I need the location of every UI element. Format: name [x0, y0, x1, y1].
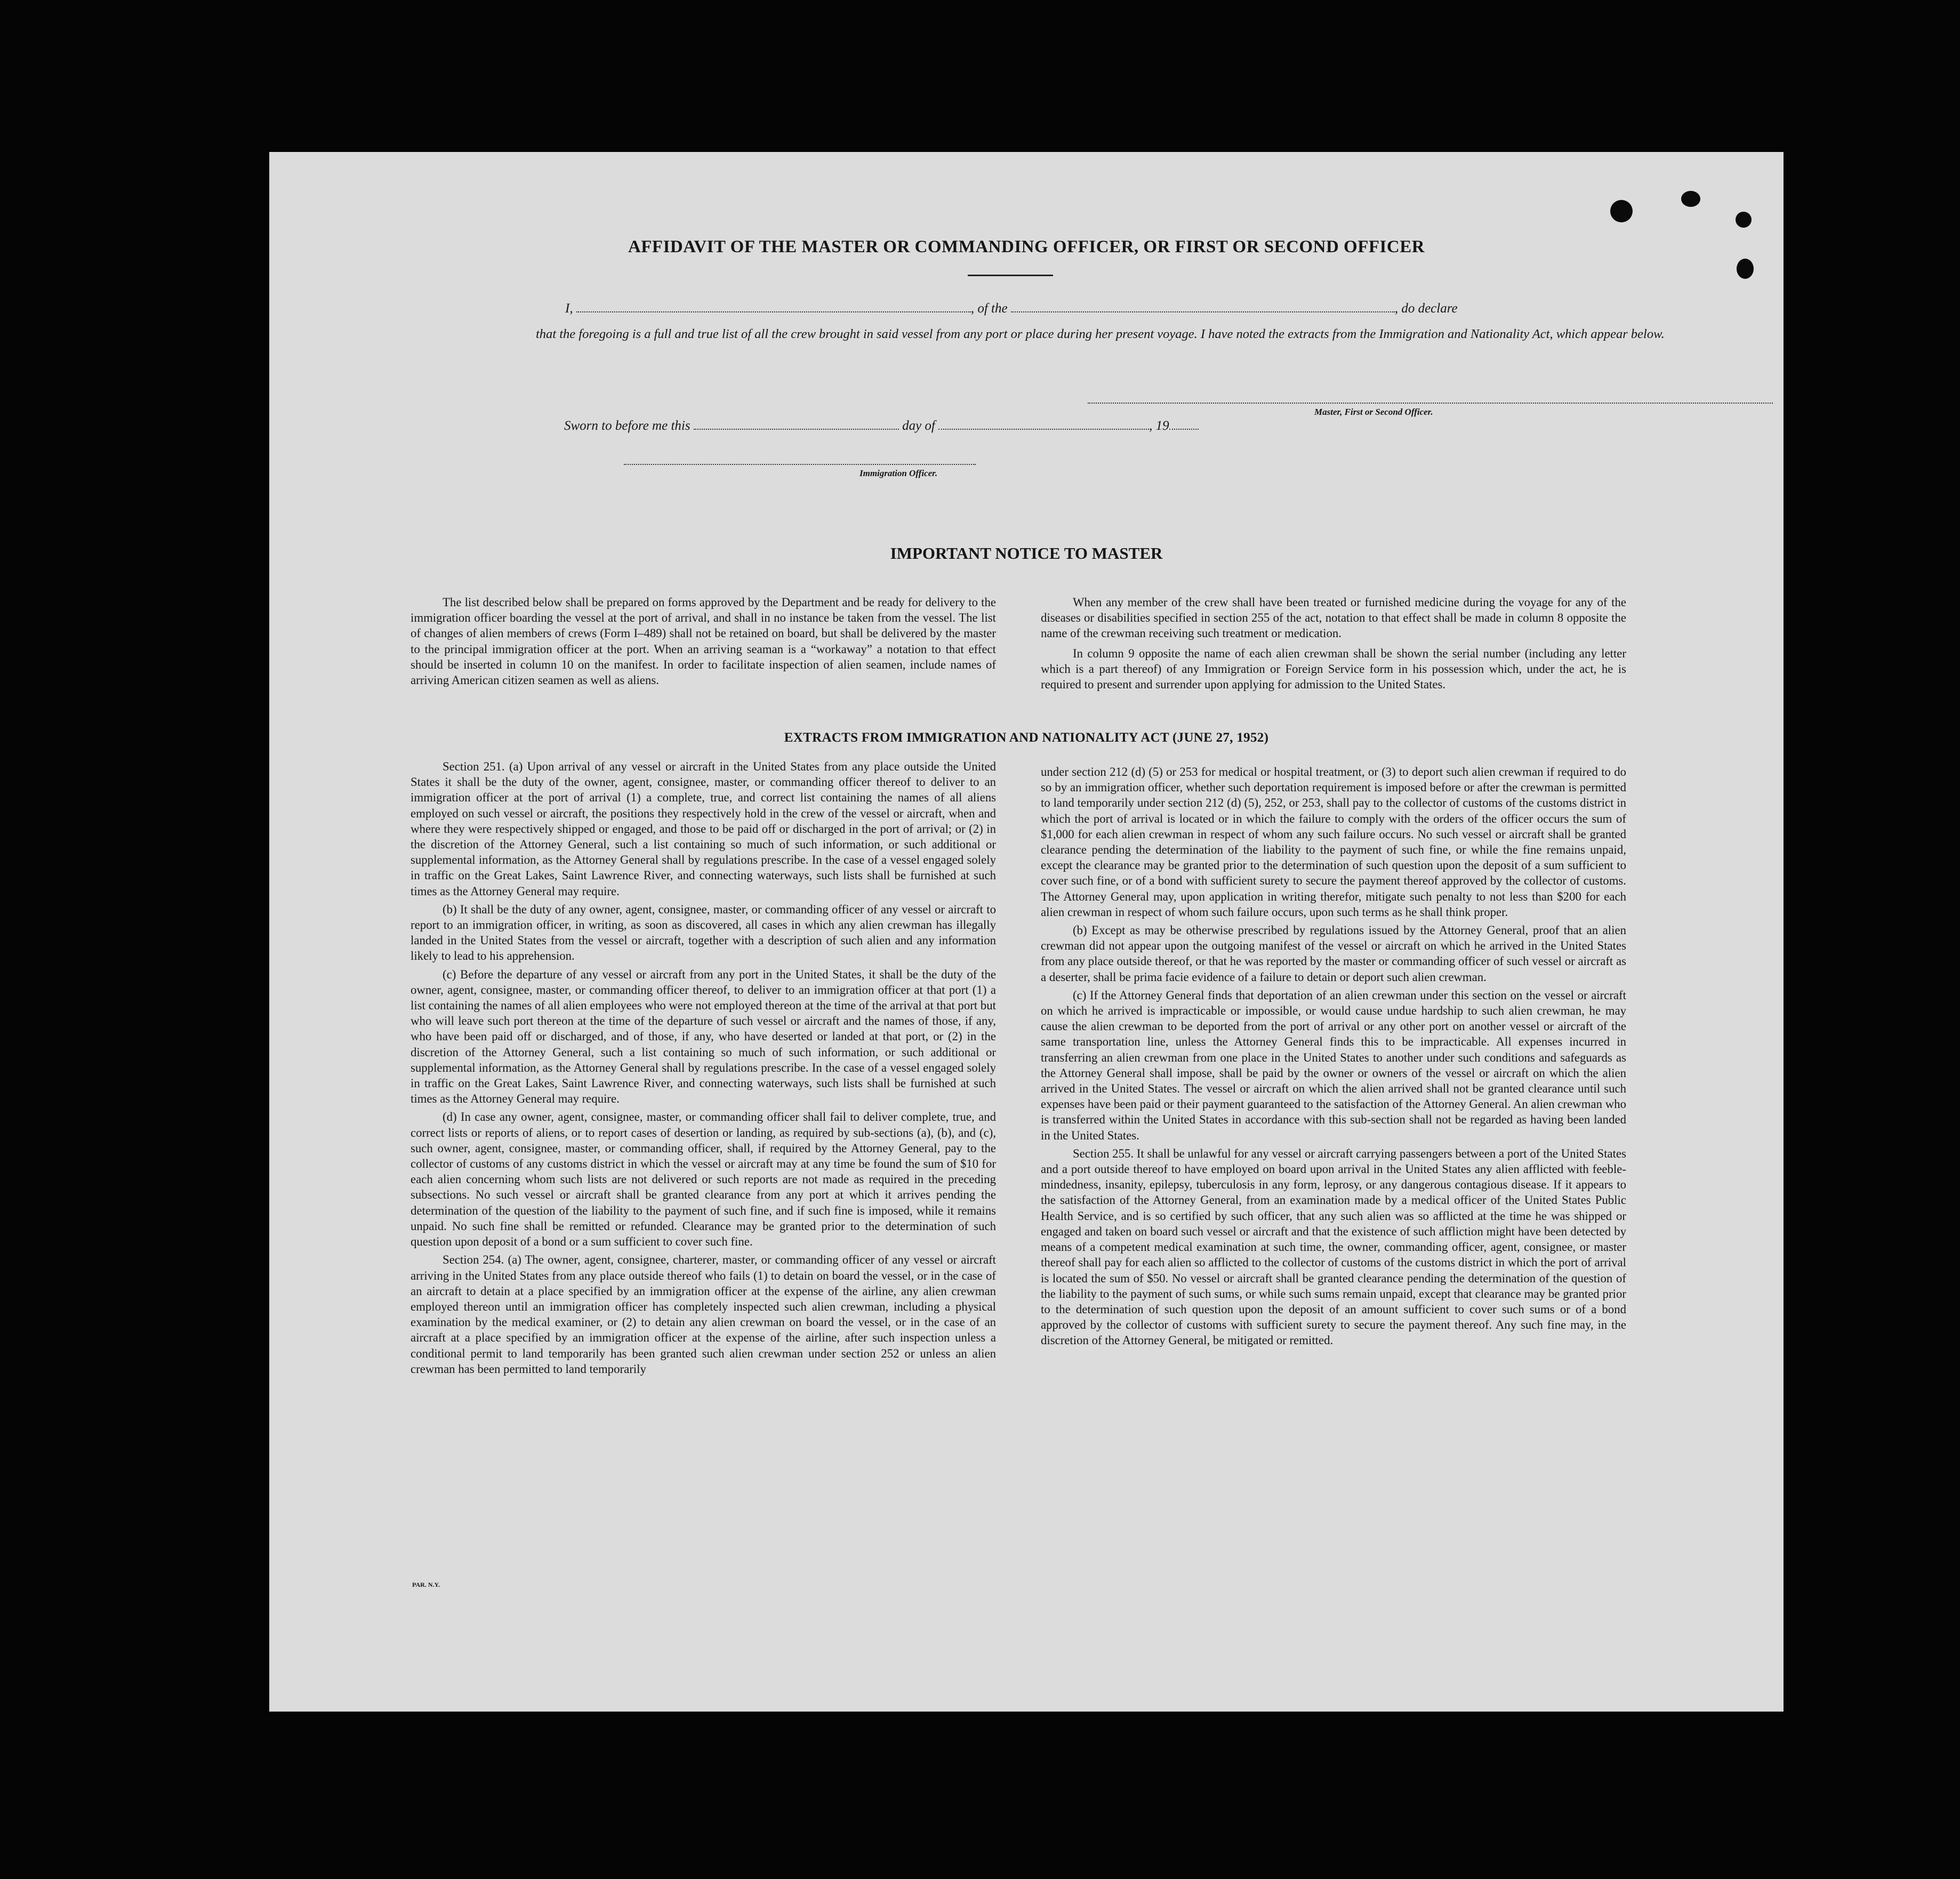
sworn-day-of: day of	[902, 419, 935, 433]
name-blank	[576, 311, 971, 312]
notice-title: IMPORTANT NOTICE TO MASTER	[890, 544, 1163, 563]
declaration-of-the: , of the	[970, 301, 1008, 316]
extracts-left-column	[411, 759, 996, 1379]
declaration-i-prefix: I,	[565, 301, 573, 316]
sworn-day-blank	[694, 428, 899, 430]
declaration-line	[565, 301, 1458, 316]
notice-left-column	[411, 595, 996, 690]
sworn-prefix: Sworn to before me this	[564, 419, 690, 433]
extract-paragraph: Section 251. (a) Upon arrival of any vessel or aircraft in the United States from any place outside the United States it shall be the duty of the owner, agent, consignee, master, or commanding officer thereof to deliver to an immigration officer at the port of arrival (1) a complete, true, and correct list containing the names of all aliens employed on such vessel or aircraft, the positions they respectively hold in the crew of the vessel or aircraft, when and where they were respectively shipped or engaged, and those to be paid off or discharged in the port of arrival; or (2) in the discretion of the Attorney General, such a list containing so much of such information, or such additional or supplemental information, as the Attorney General shall by regulations prescribe. In the case of a vessel engaged solely in traffic on the Great Lakes, Saint Lawrence River, and connecting waterways, such lists shall be furnished at such times as the Attorney General may require.	[411, 760, 996, 898]
notice-right-column	[1041, 595, 1626, 695]
vessel-blank	[1011, 311, 1395, 312]
sworn-year-blank	[1169, 428, 1199, 430]
extract-paragraph: (b) It shall be the duty of any owner, agent, consignee, master, or commanding officer of any vessel or aircraft to report to an immigration officer, in writing, as soon as discovered, all cases in which any alien crewman has illegally landed in the United States from the vessel or aircraft, together with a description of such alien and any information likely to lead to his apprehension.	[411, 902, 996, 963]
extract-paragraph: Section 255. It shall be unlawful for any vessel or aircraft carrying passengers between a port of the United States and a port outside thereof to have employed on board upon arrival in the United States any alien afflicted with feeble-mindedness, insanity, epilepsy, tuberculosis in any form, leprosy, or any dangerous contagious disease. If it appears to the satisfaction of the Attorney General, from an examination made by a medical officer of the United States Public Health Service, and is so certified by such officer, that any such alien was so afflicted at the time he was shipped or engaged and taken on board such vessel or aircraft and that the existence of such affliction might have been detected by means of a competent medical examination at such time, the owner, commanding officer, agent, consignee, or master thereof shall pay for each alien so afflicted to the collector of customs of the customs district in which the port of arrival is located the sum of $50. No vessel or aircraft shall be granted clearance pending the determination of the question of the liability to the payment of such sums, or while such sums remain unpaid, except that clearance may be granted prior to the determination of such question upon the deposit of an amount sufficient to cover such sums or of a bond approved by the collector of customs with sufficient surety to secure the payment thereof. Any such fine may, in the discretion of the Attorney General, be mitigated or remitted.	[1041, 1146, 1626, 1347]
title-divider	[968, 275, 1053, 276]
master-signature-label: Master, First or Second Officer.	[1314, 407, 1433, 417]
notice-paragraph: When any member of the crew shall have been treated or furnished medicine during the voyage for any of the diseases or disabilities specified in section 255 of the act, notation to that effect shall be made in column 8 opposite the name of the crewman receiving such treatment or medication.	[1041, 596, 1626, 640]
declaration-statement: that the foregoing is a full and true list of all the crew brought in said vessel from any port or place during her present voyage. I have noted the extracts from the Immigration and Nationality Act, which appear below.	[536, 327, 1665, 341]
notice-paragraph: The list described below shall be prepared on forms approved by the Department and be ready for delivery to the immigration officer boarding the vessel at the port of arrival, and shall in no instance be taken from the vessel. The list of changes of alien members of crews (Form I–489) shall not be retained on board, but shall be delivered by the master to the principal immigration officer at the port. When an arriving seaman is a “workaway” a notation to that effect should be inserted in column 10 on the manifest. In order to facilitate inspection of alien seamen, include names of arriving American citizen seamen as well as aliens.	[411, 596, 996, 687]
punch-hole	[1681, 191, 1700, 207]
extracts-title: EXTRACTS FROM IMMIGRATION AND NATIONALITY ACT (JUNE 27, 1952)	[784, 730, 1269, 745]
extract-paragraph: (d) In case any owner, agent, consignee, master, or commanding officer shall fail to deliver complete, true, and correct lists or reports of aliens, or to report cases of desertion or landing, as required by sub-sections (a), (b), and (c), such owner, agent, consignee, master, or commanding officer, shall, if required by the Attorney General, pay to the collector of customs of any customs district in which the vessel or aircraft may at any time be found the sum of $10 for each alien concerning whom such lists are not delivered or such reports are not made as required in the preceding subsections. No such vessel or aircraft shall be granted clearance from any port at which it arrives pending the determination of the question of the liability to the payment of such fine, and if such fine is imposed, while it remains unpaid. No such fine shall be remitted or refunded. Clearance may be granted prior to the determination of such question upon deposit of a bond or a sum sufficient to cover such fine.	[411, 1110, 996, 1249]
punch-hole	[1736, 212, 1752, 228]
punch-hole	[1610, 200, 1633, 222]
extract-paragraph: (b) Except as may be otherwise prescribed by regulations issued by the Attorney General, proof that an alien crewman did not appear upon the outgoing manifest of the vessel or aircraft on which he arrived in the United States from any place outside thereof, or that he was reported by the master or commanding officer of such vessel or aircraft as a deserter, shall be prima facie evidence of a failure to detain or deport such alien crewman.	[1041, 924, 1626, 984]
immigration-officer-signature-line	[624, 464, 976, 465]
immigration-officer-label: Immigration Officer.	[859, 468, 938, 478]
punch-hole	[1737, 259, 1754, 279]
notice-paragraph: In column 9 opposite the name of each alien crewman shall be shown the serial number (including any letter which is a part thereof) of any Immigration or Foreign Service form in his possession which, under the act, he is required to present and surrender upon applying for admission to the United States.	[1041, 646, 1626, 692]
affidavit-title: AFFIDAVIT OF THE MASTER OR COMMANDING OFFICER, OR FIRST OR SECOND OFFICER	[628, 237, 1425, 256]
extract-paragraph: (c) Before the departure of any vessel or aircraft from any port in the United States, it shall be the duty of the owner, agent, consignee, master, or commanding officer thereof, to deliver to an immigration officer at that port (1) a list containing the names of all alien employees who were not employed thereon at the time of the arrival at that port but who will leave such port thereon at the time of the departure of such vessel or aircraft and the names of those, if any, who have been paid off or discharged, and of those, if any, who have deserted or landed at that port, or (2) in the discretion of the Attorney General, such a list containing so much of such information, or such additional or supplemental information, as the Attorney General shall by regulations prescribe. In the case of a vessel engaged solely in traffic on the Great Lakes, Saint Lawrence River, and connecting waterways, such lists shall be furnished at such times as the Attorney General may require.	[411, 967, 996, 1106]
extract-paragraph: (c) If the Attorney General finds that deportation of an alien crewman under this section on the vessel or aircraft on which he arrived is impracticable or impossible, or would cause undue hardship to such alien crewman, he may cause the alien crewman to be deported from the port of arrival or any other port on another vessel or aircraft of the same transportation line, unless the Attorney General finds this to be impracticable. All expenses incurred in transferring an alien crewman from one place in the United States to another under such conditions and safeguards as the Attorney General shall impose, shall be paid by the owner or owners of the vessel or aircraft on which the alien arrived in the United States. The vessel or aircraft on which the alien arrived shall not be granted clearance until such expenses have been paid or their payment guaranteed to the satisfaction of the Attorney General. An alien crewman who is transferred within the United States in accordance with this sub-section shall not be regarded as having been landed in the United States.	[1041, 988, 1626, 1142]
master-signature-line	[1088, 403, 1773, 404]
extract-paragraph: under section 212 (d) (5) or 253 for medical or hospital treatment, or (3) to deport such alien crewman if required to do so by an immigration officer, whether such deportation requirement is imposed before or after the crewman is permitted to land temporarily under section 212 (d) (5), 252, or 253, shall pay to the collector of customs of the customs district in which the port of arrival is located or in which the failure to comply with the orders of the officer occurs the sum of $1,000 for each alien crewman in respect of whom any such failure occurs. No such vessel or aircraft shall be granted clearance pending the determination of the liability to the payment of such fine, or while the fine remains unpaid, except the clearance may be granted prior to the determination of such question upon the deposit of a sum sufficient to cover such fine, or of a bond with sufficient surety to secure the payment thereof approved by the collector of customs. The Attorney General may, upon application in writing therefor, mitigate such penalty to not less than $200 for each alien crewman in respect of whom such failure occurs, upon such terms as he shall think proper.	[1041, 765, 1626, 919]
sworn-month-blank	[938, 428, 1149, 430]
sworn-line	[564, 419, 1199, 433]
printer-mark: PAR. N.Y.	[412, 1581, 440, 1588]
extract-paragraph: Section 254. (a) The owner, agent, consignee, charterer, master, or commanding officer of any vessel or aircraft arriving in the United States from any place outside thereof who fails (1) to detain on board the vessel, or in the case of an aircraft to detain at a place specified by an immigration officer at the expense of the airline, any alien crewman employed thereon until an immigration officer has completely inspected such alien crewman, including a physical examination by the medical examiner, or (2) to detain any alien crewman on board the vessel, or in the case of an aircraft at a place specified by an immigration officer at the expense of the airline, after such inspection unless a conditional permit to land temporarily has been granted such alien crewman under section 252 or unless an alien crewman has been permitted to land temporarily	[411, 1253, 996, 1376]
declaration-do-declare: , do declare	[1394, 301, 1458, 316]
document-page	[269, 152, 1784, 1712]
sworn-year: , 19	[1149, 419, 1169, 433]
extracts-right-column	[1041, 764, 1626, 1351]
